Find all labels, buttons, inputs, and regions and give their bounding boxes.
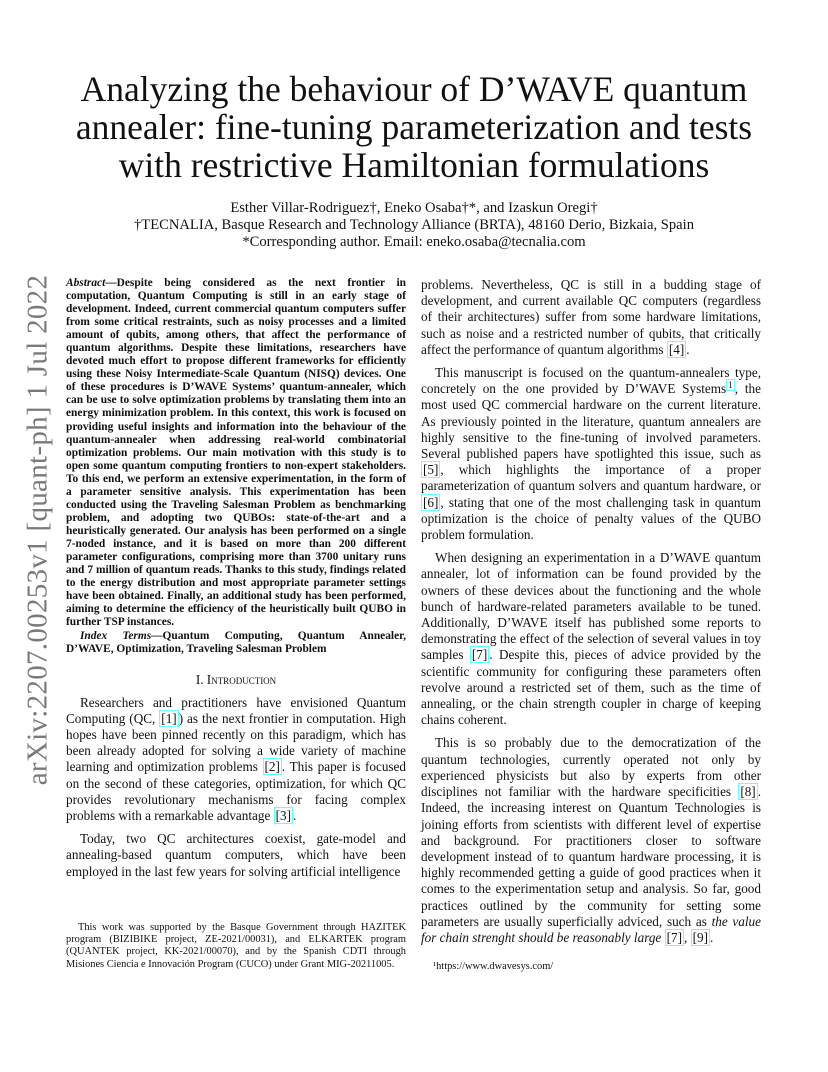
citation-link[interactable]: [3]	[275, 807, 292, 823]
citation-link[interactable]: [1]	[161, 710, 177, 726]
index-terms-label: Index Terms	[80, 630, 152, 643]
right-column	[421, 277, 761, 946]
right-paragraph-3: When designing an experimentation in a D’WAVE quantum annealer, lot of information can be found provided by the owners of these devices about the functioning and the whole bunch of hardware-related parameters available to be tuned. Additionally, D’WAVE itself has published some reports to demonstrating the effect of the selection of several values in toy samples [7] . Despite this, pieces of advice provided by the scientific community for configuring these parameters often revolve around a restricted set of them, such as the time of annealing, or the chain strength coupler in charge of keeping chains coherent.	[421, 550, 761, 728]
url-footnote: ¹https://www.dwavesys.com/	[433, 961, 554, 972]
citation-link[interactable]: [9]	[692, 929, 708, 945]
arxiv-sidebar-stamp	[8, 270, 68, 790]
citation-link[interactable]: [4]	[668, 341, 685, 357]
abstract	[66, 277, 406, 629]
funding-footnote: This work was supported by the Basque Government through HAZITEK program (BIZIBIKE project, ZE-2021/00031), and ELKARTEK program (QUANTEK project, KK-2021/00070), and by the Spanish CDTI through Misiones Ciencia e Innovación Program (CUCO) under Grant MIG-20211005.	[66, 922, 406, 970]
abstract-label: Abstract	[66, 277, 106, 289]
corresponding-author-line: *Corresponding author. Email: eneko.osaba@tecnalia.com	[242, 234, 586, 250]
section-heading-introduction: I. Introduction	[195, 672, 277, 688]
index-terms-text: —Quantum Computing, Quantum Annealer, D’WAVE, Optimization, Traveling Salesman Problem	[66, 630, 406, 656]
intro-paragraph-1: Researchers and practitioners have envisioned Quantum Computing (QC, [1] ) as the next frontier in computation. High hopes have been pinned recently on this paradigm, which has been already adopted for solving a wide variety of machine learning and optimization problems [2] . This paper is focused on the second of these categories, optimization, for which QC provides revolutionary mechanisms for facing complex problems with a remarkable advantage [3] .	[66, 694, 407, 823]
citation-link[interactable]: [8]	[740, 784, 756, 800]
arxiv-id-text: arXiv:2207.00253v1 [quant-ph] 1 Jul 2022	[21, 274, 54, 786]
intro-paragraph-2: Today, two QC architectures coexist, gate-model and annealing-based quantum computers, which have been employed in the last few years for solving artificial intelligence	[66, 831, 406, 879]
footnote-link[interactable]: 1	[728, 379, 733, 390]
authors-line: Esther Villar-Rodriguez†, Eneko Osaba†*, and Izaskun Oregi†	[230, 200, 598, 216]
left-column	[66, 277, 406, 880]
right-paragraph-1: problems. Nevertheless, QC is still in a budding stage of development, and current available QC computers (regardless of their architectures) suffer from some hardware limitations, such as noise and a restricted number of qubits, that critically affect the performance of quantum algorithms [4] .	[421, 277, 761, 357]
right-paragraph-4: This is so probably due to the democratization of the quantum technologies, currently operated not only by experienced physicists but also by experts from other disciplines not familiar with the hardware specificities [8] . Indeed, the increasing interest on Quantum Technologies is joining efforts from scientists with different level of expertise and background. For practitioners closer to software development instead of to quantum hardware processing, it is highly recommended getting a guide of good practices when it comes to the experimentation setup and analysis. So far, good practices outlined by the community for setting some parameters are usually superficially adviced, such as the value for chain strenght should be reasonably large [7] , [9] .	[421, 735, 761, 945]
citation-link[interactable]: [7]	[471, 647, 488, 663]
abstract-text: —Despite being considered as the next frontier in computation, Quantum Computing is still in an early stage of development. Indeed, current commercial quantum computers suffer from some critical restraints, such as noisy processes and a limited amount of qubits, among others, that affect the performance of quantum algorithms. Despite these limitations, researchers have devoted much effort to propose different frameworks for efficiently using these Noisy Intermediate-Scale Quantum (NISQ) devices. One of these procedures is D’WAVE Systems’ quantum-annealer, which can be use to solve optimization problems by translating them into an energy minimization problem. In this context, this work is focused on providing useful insights and information into the behaviour of the quantum-annealer when addressing real-world combinatorial optimization problems. Our main motivation with this study is to open some quantum computing frontiers to non-expert stakeholders. To this end, we perform an extensive experimentation, in the form of a parameter sensitive analysis. This experimentation has been conducted using the Traveling Salesman Problem as benchmarking problem, and adopting two QUBOs: state-of-the-art and a heuristically generated. Our analysis has been performed on a single 7-noded instance, and it is based on more than 200 different parameter configurations, comprising more than 3700 unitary runs and 7 million of quantum reads. Thanks to this study, findings related to the energy distribution and most appropriate parameter settings have been obtained. Finally, an additional study has been performed, aiming to determine the efficiency of the heuristically built QUBO in further TSP instances.	[66, 277, 406, 629]
paper-title: Analyzing the behaviour of D’WAVE quantum annealer: fine-tuning parameterization and tests with restrictive Hamiltonian formulations	[75, 69, 753, 185]
author-block	[60, 200, 768, 251]
affiliation-line: †TECNALIA, Basque Research and Technology Alliance (BRTA), 48160 Derio, Bizkaia, Spain	[133, 217, 694, 233]
right-paragraph-2: This manuscript is focused on the quantum-annealers type, concretely on the one provided by D’WAVE Systems $^1$ , the most used QC commercial hardware on the current literature. As previously pointed in the literature, quantum annealers are highly sensitive to the fine-tuning of involved parameters. Several published papers have spotlighted this issue, such as [5] , which highlights the importance of a proper parameterization of quantum solvers and quantum hardware, or [6] , stating that one of the most challenging task in quantum optimization is the choice of penalty values of the QUBO problem formulation.	[421, 365, 761, 543]
citation-link[interactable]: [6]	[423, 494, 439, 510]
index-terms	[66, 630, 406, 656]
citation-link[interactable]: [5]	[423, 462, 439, 478]
citation-link[interactable]: [7]	[666, 929, 682, 945]
citation-link[interactable]: [2]	[264, 759, 280, 775]
